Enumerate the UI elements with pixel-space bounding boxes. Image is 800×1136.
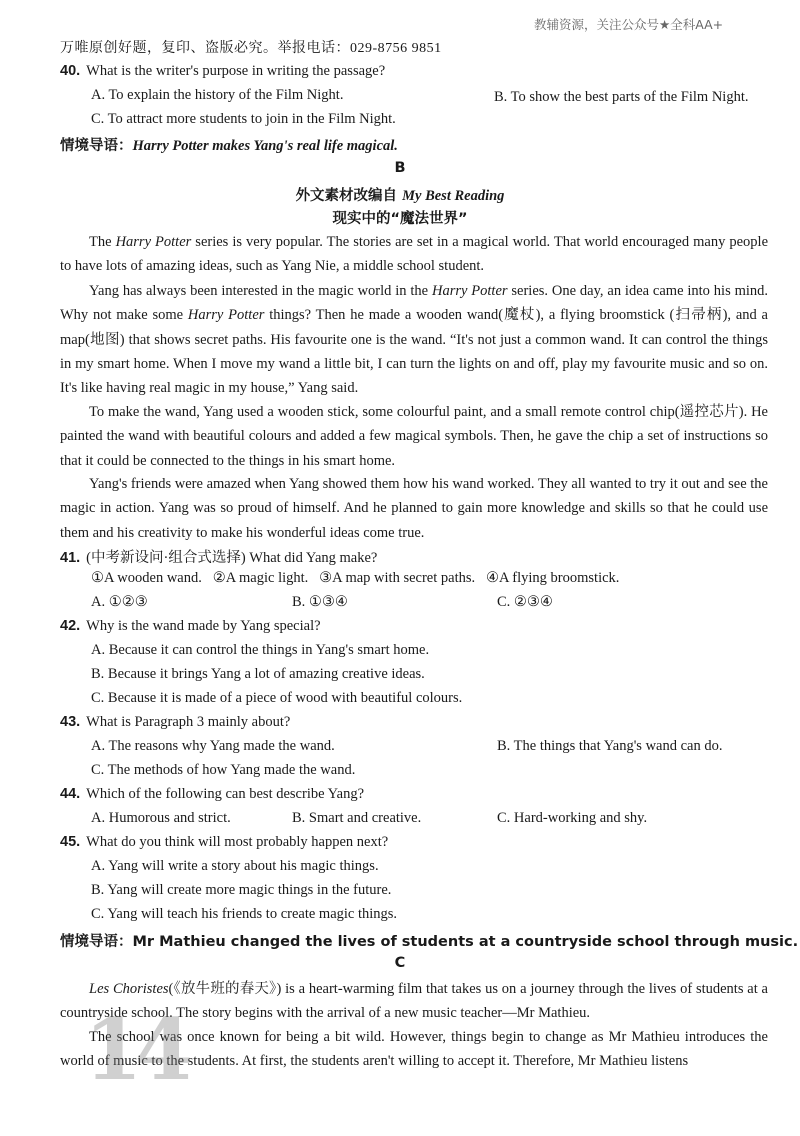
option-a: A. The reasons why Yang made the wand.: [91, 738, 335, 754]
option-c: C. To attract more students to join in the Film Night.: [91, 111, 396, 127]
question-41: [60, 546, 377, 567]
copyright-warning: 万唯原创好题，复印、盗版必究。举报电话：029-8756 9851: [60, 41, 442, 56]
question-text: Which of the following can best describe Yang?: [86, 786, 365, 802]
section-letter-b: B: [394, 160, 406, 176]
option-a: A. To explain the history of the Film Night.: [91, 87, 344, 103]
watermark-text: 教辅资源，关注公众号★全科AA+: [534, 17, 724, 32]
option-c: C. Hard-working and shy.: [497, 810, 648, 826]
passage-b-paragraph-4: Yang's friends were amazed when Yang showed them how his wand worked. They all wanted to try it out and see the magic in action. Yang was so proud of himself. And he planned to gain more knowledge and skills so that he could use them and his creativity to make his wonderful ideas come true.: [60, 476, 768, 541]
option-b: B. Yang will create more magic things in the future.: [91, 882, 392, 898]
passage-title-b: 现实中的“魔法世界”: [332, 211, 468, 227]
section-letter-c: C: [394, 955, 406, 971]
question-40: [60, 63, 385, 80]
combination-items: ①A wooden wand. ②A magic light. ③A map with secret paths. ④A flying broomstick.: [91, 570, 620, 586]
intro-label: 情境导语：: [60, 934, 133, 950]
passage-c-paragraph-1: Les Choristes(《放牛班的春天》) is a heart-warming film that takes us on a journey through the lives of students at a countryside school. The story begins with the arrival of a new music teacher—Mr Mathieu.: [60, 981, 768, 1022]
context-intro-c: [60, 930, 798, 951]
question-number: 43.: [60, 714, 81, 730]
question-text: Why is the wand made by Yang special?: [86, 618, 321, 634]
context-intro-b: [60, 134, 398, 155]
question-number: 45.: [60, 834, 81, 850]
option-a: A. Humorous and strict.: [91, 810, 231, 826]
question-45: [60, 834, 388, 851]
intro-text: Mr Mathieu changed the lives of students at a countryside school through music.: [132, 934, 799, 950]
option-c: C. Yang will teach his friends to create magic things.: [91, 906, 398, 922]
question-number: 44.: [60, 786, 81, 802]
page-number: 14: [84, 1000, 185, 1099]
option-b: B. To show the best parts of the Film Night.: [494, 89, 749, 105]
question-text: (中考新设问·组合式选择) What did Yang make?: [86, 550, 378, 566]
question-number: 41.: [60, 550, 81, 566]
question-42: [60, 618, 321, 635]
passage-c-paragraph-2: The school was once known for being a bit wild. However, things begin to change as Mr Mathieu introduces the world of music to the students. At first, the students aren't willing to accept it. Therefore, Mr Mathieu listens: [60, 1029, 768, 1070]
option-c: C. ②③④: [497, 594, 553, 610]
option-b: B. Smart and creative.: [292, 810, 422, 826]
question-text: What is Paragraph 3 mainly about?: [86, 714, 291, 730]
question-number: 40.: [60, 63, 81, 79]
option-b: B. The things that Yang's wand can do.: [497, 738, 723, 754]
source-prefix: 外文素材改编自: [295, 188, 403, 204]
option-c: C. The methods of how Yang made the wand.: [91, 762, 356, 778]
question-44: [60, 786, 364, 803]
option-a: A. ①②③: [91, 594, 148, 610]
passage-b-paragraph-2: Yang has always been interested in the magic world in the Harry Potter series. One day, an idea came into his mind. Why not make some Harry Potter things? Then he made a wooden wand(魔杖), a flying broomstick (扫帚柄), and a map(地图) that shows secret paths. His favourite one is the wand. “It's not just a common wand. It can control the things in my smart home. When I move my wand a little bit, I can turn the lights on and off, play my favourite music and so on. It's like having real magic in my house,” Yang said.: [60, 283, 769, 397]
option-b: B. ①③④: [292, 594, 348, 610]
question-number: 42.: [60, 618, 81, 634]
option-a: A. Because it can control the things in Yang's smart home.: [91, 642, 430, 658]
question-43: [60, 714, 290, 731]
option-b: B. Because it brings Yang a lot of amazing creative ideas.: [91, 666, 425, 682]
option-c: C. Because it is made of a piece of wood with beautiful colours.: [91, 690, 463, 706]
passage-b-paragraph-3: To make the wand, Yang used a wooden stick, some colourful paint, and a small remote control chip(遥控芯片). He painted the wand with beautiful colours and added a few magical symbols. Then, he gave the chip a set of instructions so that it could be connected to the things in his smart home.: [60, 404, 768, 469]
question-text: What is the writer's purpose in writing the passage?: [86, 63, 386, 79]
question-text: What do you think will most probably happen next?: [86, 834, 389, 850]
intro-text: Harry Potter makes Yang's real life magical.: [132, 138, 398, 154]
intro-label: 情境导语：: [60, 138, 133, 154]
option-a: A. Yang will write a story about his magic things.: [91, 858, 379, 874]
source-title: My Best Reading: [402, 188, 505, 204]
passage-b-paragraph-1: The Harry Potter series is very popular. The stories are set in a magical world. That world encouraged many people to have lots of amazing ideas, such as Yang Nie, a middle school student.: [60, 234, 769, 275]
source-line: [0, 184, 800, 205]
